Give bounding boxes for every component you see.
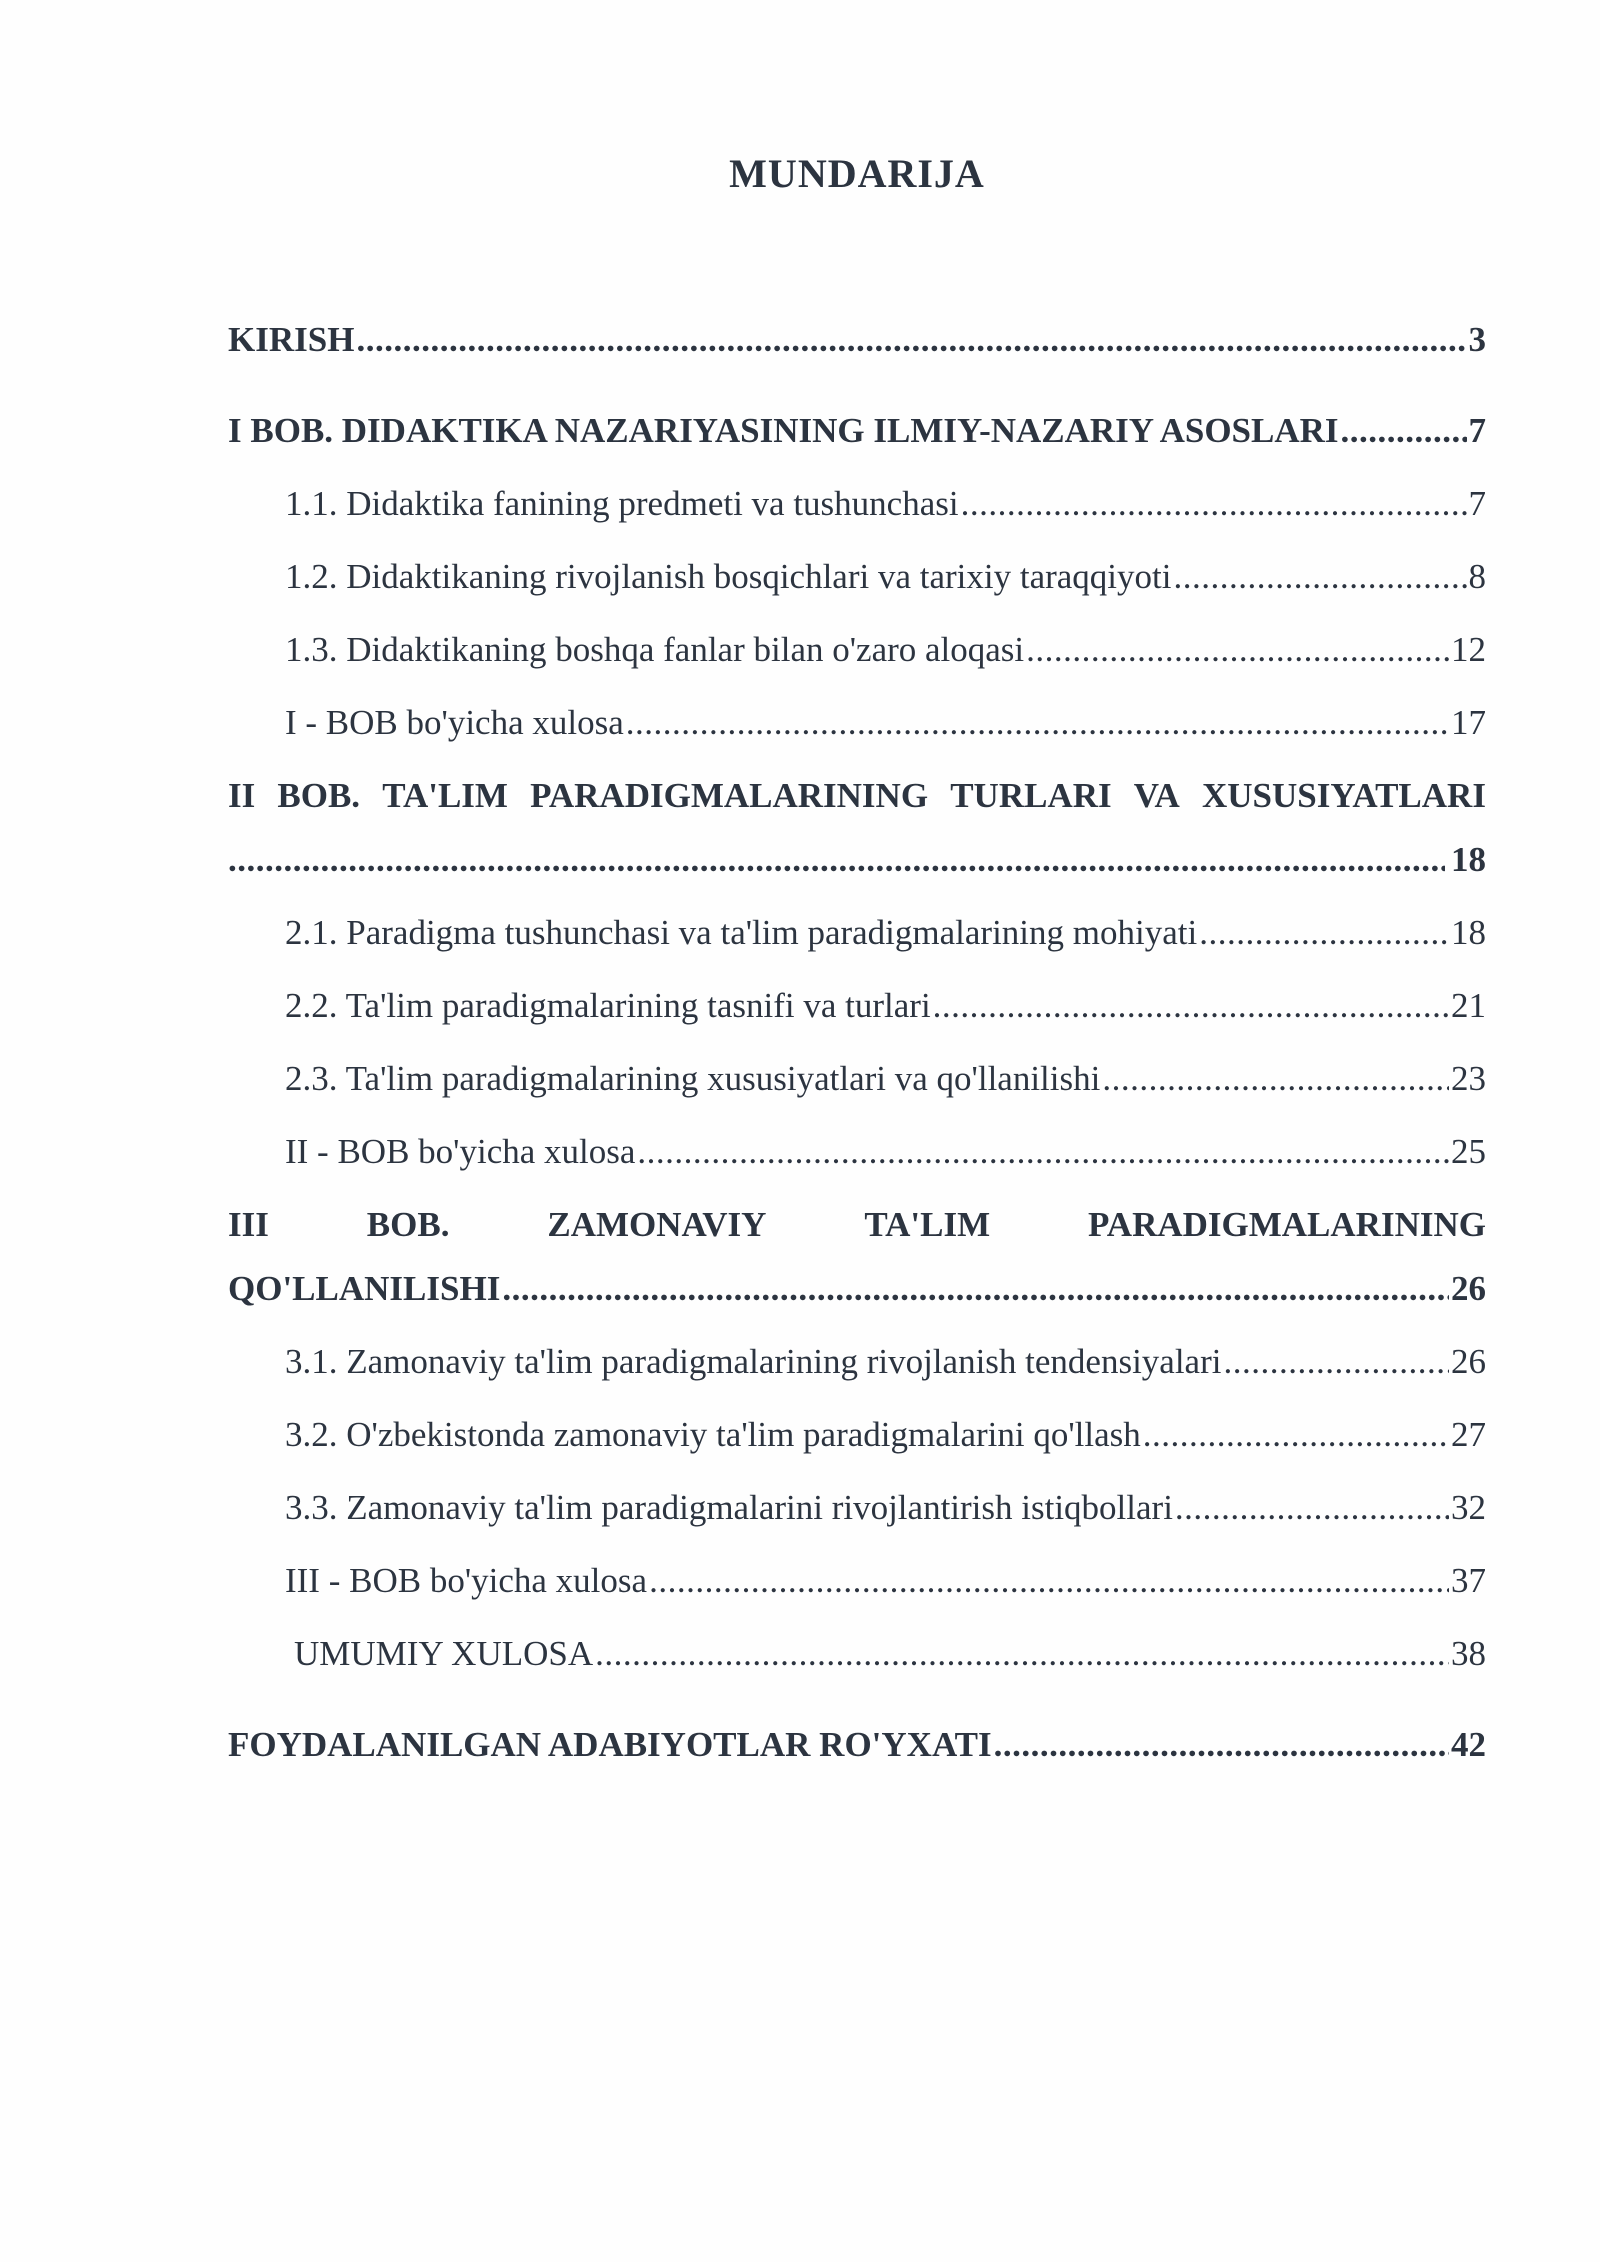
toc-label-word: TURLARI bbox=[950, 776, 1112, 815]
toc-entry-chapter-2-summary[interactable] bbox=[285, 1130, 1486, 1174]
toc-entry-1-3[interactable] bbox=[285, 628, 1486, 672]
toc-label: 1.3. Didaktikaning boshqa fanlar bilan o'zaro aloqasi bbox=[285, 630, 1025, 669]
toc-page-number: 42 bbox=[1451, 1725, 1486, 1764]
toc-page-number: 7 bbox=[1468, 484, 1486, 523]
toc-page-number: 18 bbox=[1451, 913, 1486, 952]
toc-label-word: XUSUSIYATLARI bbox=[1201, 776, 1486, 815]
toc-label-word: PARADIGMALARINING bbox=[1088, 1205, 1486, 1244]
toc-label: 2.3. Ta'lim paradigmalarining xususiyatlari va qo'llanilishi bbox=[285, 1059, 1101, 1098]
toc-page-number: 38 bbox=[1451, 1634, 1486, 1673]
toc-page-number: 8 bbox=[1468, 557, 1486, 596]
toc-page-number: 12 bbox=[1451, 630, 1486, 669]
toc-page-number: 27 bbox=[1451, 1415, 1486, 1454]
dot-leader bbox=[1341, 409, 1467, 453]
toc-label-word: III bbox=[228, 1205, 269, 1244]
dot-leader bbox=[228, 838, 1445, 882]
dot-leader bbox=[1223, 1340, 1449, 1384]
toc-entry-3-1[interactable] bbox=[285, 1340, 1486, 1384]
toc-label: III - BOB bo'yicha xulosa bbox=[285, 1561, 648, 1600]
toc-label: 2.2. Ta'lim paradigmalarining tasnifi va turlari bbox=[285, 986, 931, 1025]
dot-leader bbox=[1175, 1486, 1449, 1530]
toc-entry-chapter-2[interactable] bbox=[228, 774, 1486, 818]
dot-leader bbox=[649, 1559, 1449, 1603]
toc-label-word: TA'LIM bbox=[382, 776, 508, 815]
toc-entry-2-3[interactable] bbox=[285, 1057, 1486, 1101]
toc-page-number: 21 bbox=[1451, 986, 1486, 1025]
toc-entry-chapter-3-leader[interactable] bbox=[228, 1267, 1486, 1311]
toc-entry-chapter-2-leader[interactable] bbox=[228, 838, 1486, 882]
toc-entry-conclusion[interactable] bbox=[294, 1632, 1486, 1676]
toc-label: FOYDALANILGAN ADABIYOTLAR RO'YXATI bbox=[228, 1725, 992, 1764]
toc-label-word: VA bbox=[1133, 776, 1180, 815]
toc-entry-references[interactable] bbox=[228, 1723, 1486, 1767]
toc-page-number: 3 bbox=[1468, 320, 1486, 359]
dot-leader bbox=[1199, 911, 1449, 955]
toc-entry-chapter-3-summary[interactable] bbox=[285, 1559, 1486, 1603]
dot-leader bbox=[961, 482, 1467, 526]
page-title: MUNDARIJA bbox=[729, 151, 985, 196]
toc-label: I - BOB bo'yicha xulosa bbox=[285, 703, 624, 742]
dot-leader bbox=[1143, 1413, 1449, 1457]
dot-leader bbox=[1102, 1057, 1449, 1101]
toc-label: QO'LLANILISHI bbox=[228, 1269, 501, 1308]
toc-page-number: 32 bbox=[1451, 1488, 1486, 1527]
dot-leader bbox=[1026, 628, 1449, 672]
dot-leader bbox=[502, 1267, 1449, 1311]
toc-entry-chapter-1-summary[interactable] bbox=[285, 701, 1486, 745]
toc-page-number: 26 bbox=[1451, 1342, 1486, 1381]
toc-page-number: 37 bbox=[1451, 1561, 1486, 1600]
toc-entry-3-2[interactable] bbox=[285, 1413, 1486, 1457]
dot-leader bbox=[994, 1723, 1449, 1767]
toc-label: II - BOB bo'yicha xulosa bbox=[285, 1132, 636, 1171]
toc-page-number: 7 bbox=[1468, 411, 1486, 450]
dot-leader bbox=[933, 984, 1449, 1028]
toc-entry-3-3[interactable] bbox=[285, 1486, 1486, 1530]
toc-entry-1-2[interactable] bbox=[285, 555, 1486, 599]
toc-label: 1.1. Didaktika fanining predmeti va tushunchasi bbox=[285, 484, 959, 523]
toc-entry-chapter-1[interactable] bbox=[228, 409, 1486, 453]
toc-label: 2.1. Paradigma tushunchasi va ta'lim paradigmalarining mohiyati bbox=[285, 913, 1198, 952]
toc-page-number: 17 bbox=[1451, 703, 1486, 742]
dot-leader bbox=[595, 1632, 1449, 1676]
toc-label: 3.3. Zamonaviy ta'lim paradigmalarini rivojlantirish istiqbollari bbox=[285, 1488, 1173, 1527]
toc-entry-2-2[interactable] bbox=[285, 984, 1486, 1028]
toc-label: 3.1. Zamonaviy ta'lim paradigmalarining rivojlanish tendensiyalari bbox=[285, 1342, 1222, 1381]
toc-label: UMUMIY XULOSA bbox=[294, 1634, 594, 1673]
toc-label: 3.2. O'zbekistonda zamonaviy ta'lim paradigmalarini qo'llash bbox=[285, 1415, 1141, 1454]
toc-label-word: TA'LIM bbox=[864, 1205, 991, 1244]
toc-page-number: 25 bbox=[1451, 1132, 1486, 1171]
toc-entry-2-1[interactable] bbox=[285, 911, 1486, 955]
toc-label-word: II bbox=[228, 776, 256, 815]
toc-entry-kirish[interactable] bbox=[228, 318, 1486, 362]
dot-leader bbox=[356, 318, 1466, 362]
dot-leader bbox=[1173, 555, 1466, 599]
toc-page-number: 18 bbox=[1451, 840, 1486, 879]
dot-leader bbox=[637, 1130, 1449, 1174]
toc-label-word: PARADIGMALARINING bbox=[530, 776, 929, 815]
toc-label-word: BOB. bbox=[277, 776, 361, 815]
dot-leader bbox=[626, 701, 1449, 745]
toc-label-word: ZAMONAVIY bbox=[547, 1205, 767, 1244]
toc-label: KIRISH bbox=[228, 320, 355, 359]
toc-label: I BOB. DIDAKTIKA NAZARIYASINING ILMIY-NAZARIY ASOSLARI bbox=[228, 411, 1339, 450]
toc-page-number: 26 bbox=[1451, 1269, 1486, 1308]
toc-entry-1-1[interactable] bbox=[285, 482, 1486, 526]
toc-label: 1.2. Didaktikaning rivojlanish bosqichlari va tarixiy taraqqiyoti bbox=[285, 557, 1172, 596]
toc-label-word: BOB. bbox=[366, 1205, 450, 1244]
toc-page-number: 23 bbox=[1451, 1059, 1486, 1098]
toc-entry-chapter-3[interactable] bbox=[228, 1203, 1486, 1247]
